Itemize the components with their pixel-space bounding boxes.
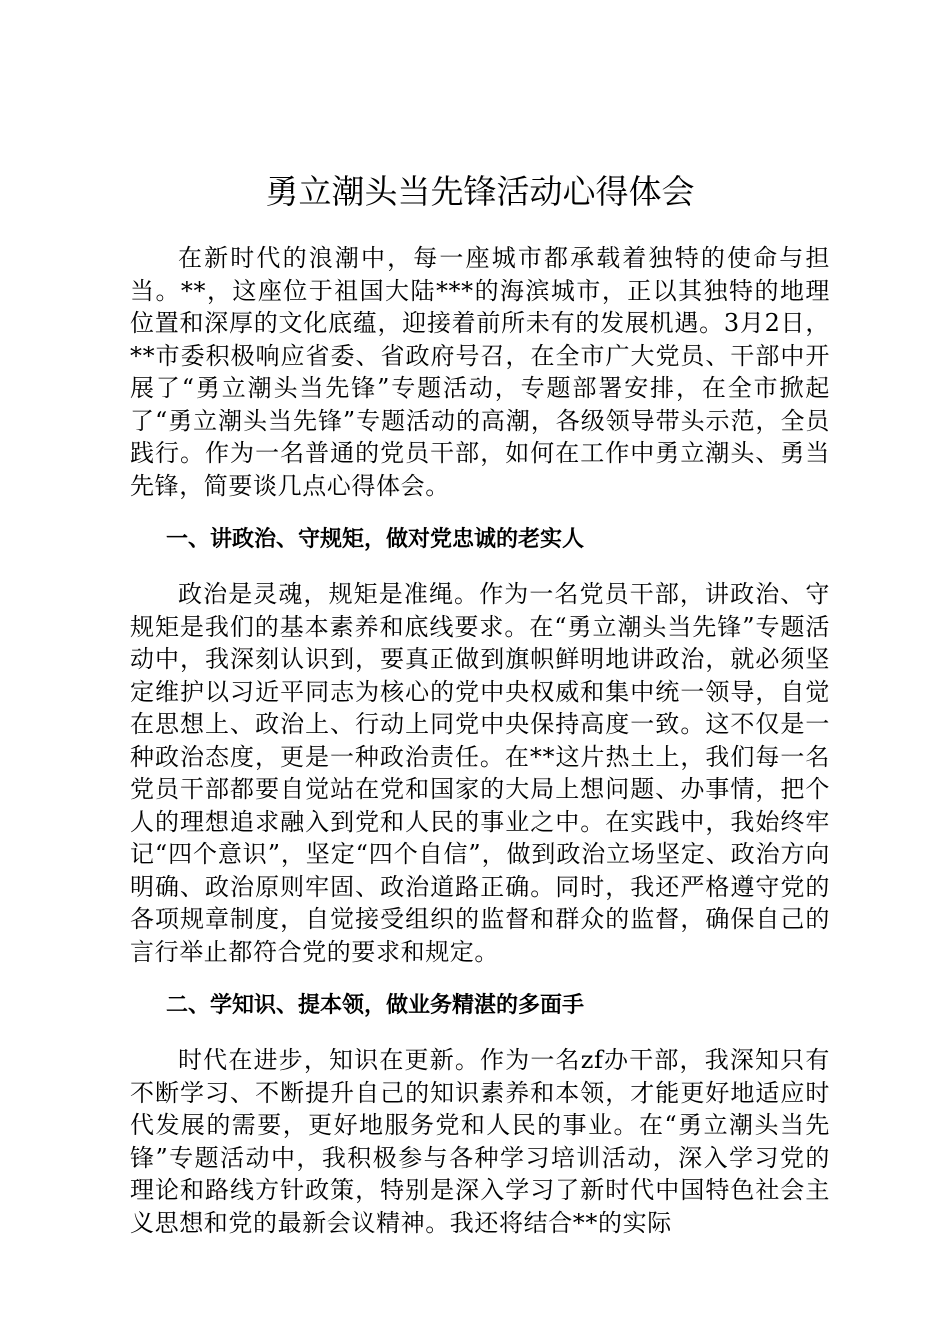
intro-paragraph: 在新时代的浪潮中，每一座城市都承载着独特的使命与担当。**，这座位于祖国大陆***的海滨城市，正以其独特的地理位置和深厚的文化底蕴，迎接着前所未有的发展机遇。3月2日，**市委积极响应省委、省政府号召，在全市广大党员、干部中开展了“勇立潮头当先锋”专题活动，专题部署安排，在全市掀起了“勇立潮头当先锋”专题活动的高潮，各级领导带头示范，全员践行。作为一名普通的党员干部，如何在工作中勇立潮头、勇当先锋，简要谈几点心得体会。 bbox=[130, 244, 830, 500]
document-title: 勇立潮头当先锋活动心得体会 bbox=[265, 172, 695, 211]
section-heading-1: 一、讲政治、守规矩，做对党忠诚的老实人 bbox=[166, 527, 585, 552]
document-page bbox=[130, 168, 830, 1239]
section-body-2: 时代在进步，知识在更新。作为一名zf办干部，我深知只有不断学习、不断提升自己的知识素养和本领，才能更好地适应时代发展的需要，更好地服务党和人民的事业。在“勇立潮头当先锋”专题活动中，我积极参与各种学习培训活动，深入学习党的理论和路线方针政策，特别是深入学习了新时代中国特色社会主义思想和党的最新会议精神。我还将结合**的实际 bbox=[130, 1046, 830, 1237]
section-heading-2: 二、学知识、提本领，做业务精湛的多面手 bbox=[166, 993, 585, 1018]
section-body-1: 政治是灵魂，规矩是准绳。作为一名党员干部，讲政治、守规矩是我们的基本素养和底线要求。在“勇立潮头当先锋”专题活动中，我深刻认识到，要真正做到旗帜鲜明地讲政治，就必须坚定维护以习近平同志为核心的党中央权威和集中统一领导，自觉在思想上、政治上、行动上同党中央保持高度一致。这不仅是一种政治态度，更是一种政治责任。在**这片热土上，我们每一名党员干部都要自觉站在党和国家的大局上想问题、办事情，把个人的理想追求融入到党和人民的事业之中。在实践中，我始终牢记“四个意识”，坚定“四个自信”，做到政治立场坚定、政治方向明确、政治原则牢固、政治道路正确。同时，我还严格遵守党的各项规章制度，自觉接受组织的监督和群众的监督，确保自己的言行举止都符合党的要求和规定。 bbox=[130, 580, 830, 966]
